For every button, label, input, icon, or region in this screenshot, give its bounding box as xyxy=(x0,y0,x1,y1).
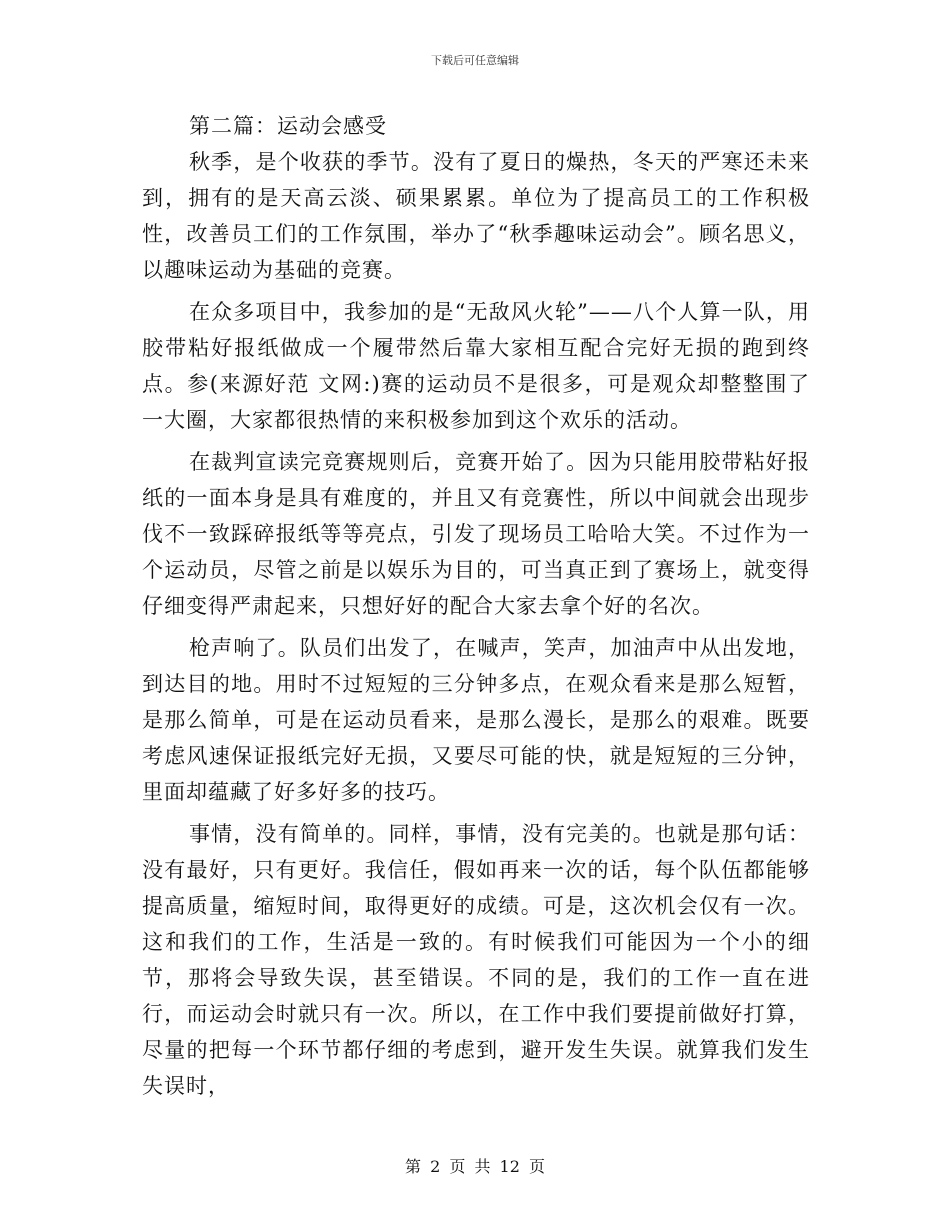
section-title: 第二篇：运动会感受 xyxy=(189,114,387,138)
paragraph-2: 在众多项目中，我参加的是“无敌风火轮”——八个人算一队，用胶带粘好报纸做成一个履带然后靠大家相互配合完好无损的跑到终点。参(来源好范 文网:)赛的运动员不是很多，可是观众却整整围了一大圈，大家都很热情的来积极参加到这个欢乐的活动。 xyxy=(142,300,810,432)
paragraph-4: 枪声响了。队员们出发了，在喊声，笑声，加油声中从出发地，到达目的地。用时不过短短的三分钟多点，在观众看来是那么短暂，是那么简单，可是在运动员看来，是那么漫长，是那么的艰难。既要考虑风速保证报纸完好无损，又要尽可能的快，就是短短的三分钟，里面却蕴藏了好多好多的技巧。 xyxy=(142,636,810,804)
document-body xyxy=(142,108,810,1110)
paragraph-5: 事情，没有简单的。同样，事情，没有完美的。也就是那句话：没有最好，只有更好。我信任，假如再来一次的话，每个队伍都能够提高质量，缩短时间，取得更好的成绩。可是，这次机会仅有一次。这和我们的工作，生活是一致的。有时候我们可能因为一个小的细节，那将会导致失误，甚至错误。不同的是，我们的工作一直在进行，而运动会时就只有一次。所以，在工作中我们要提前做好打算，尽量的把每一个环节都仔细的考虑到，避开发生失误。就算我们发生失误时， xyxy=(142,822,810,1098)
paragraph-3: 在裁判宣读完竞赛规则后，竞赛开始了。因为只能用胶带粘好报纸的一面本身是具有难度的，并且又有竞赛性，所以中间就会出现步伐不一致踩碎报纸等等亮点，引发了现场员工哈哈大笑。不过作为一个运动员，尽管之前是以娱乐为目的，可当真正到了赛场上，就变得仔细变得严肃起来，只想好好的配合大家去拿个好的名次。 xyxy=(142,450,810,618)
page-number-footer: 第 2 页 共 12 页 xyxy=(405,1157,545,1176)
paragraph-1: 秋季，是个收获的季节。没有了夏日的燥热，冬天的严寒还未来到，拥有的是天高云淡、硕果累累。单位为了提高员工的工作积极性，改善员工们的工作氛围，举办了“秋季趣味运动会”。顾名思义，以趣味运动为基础的竞赛。 xyxy=(142,150,810,282)
page-header: 下载后可任意编辑 xyxy=(431,54,519,67)
